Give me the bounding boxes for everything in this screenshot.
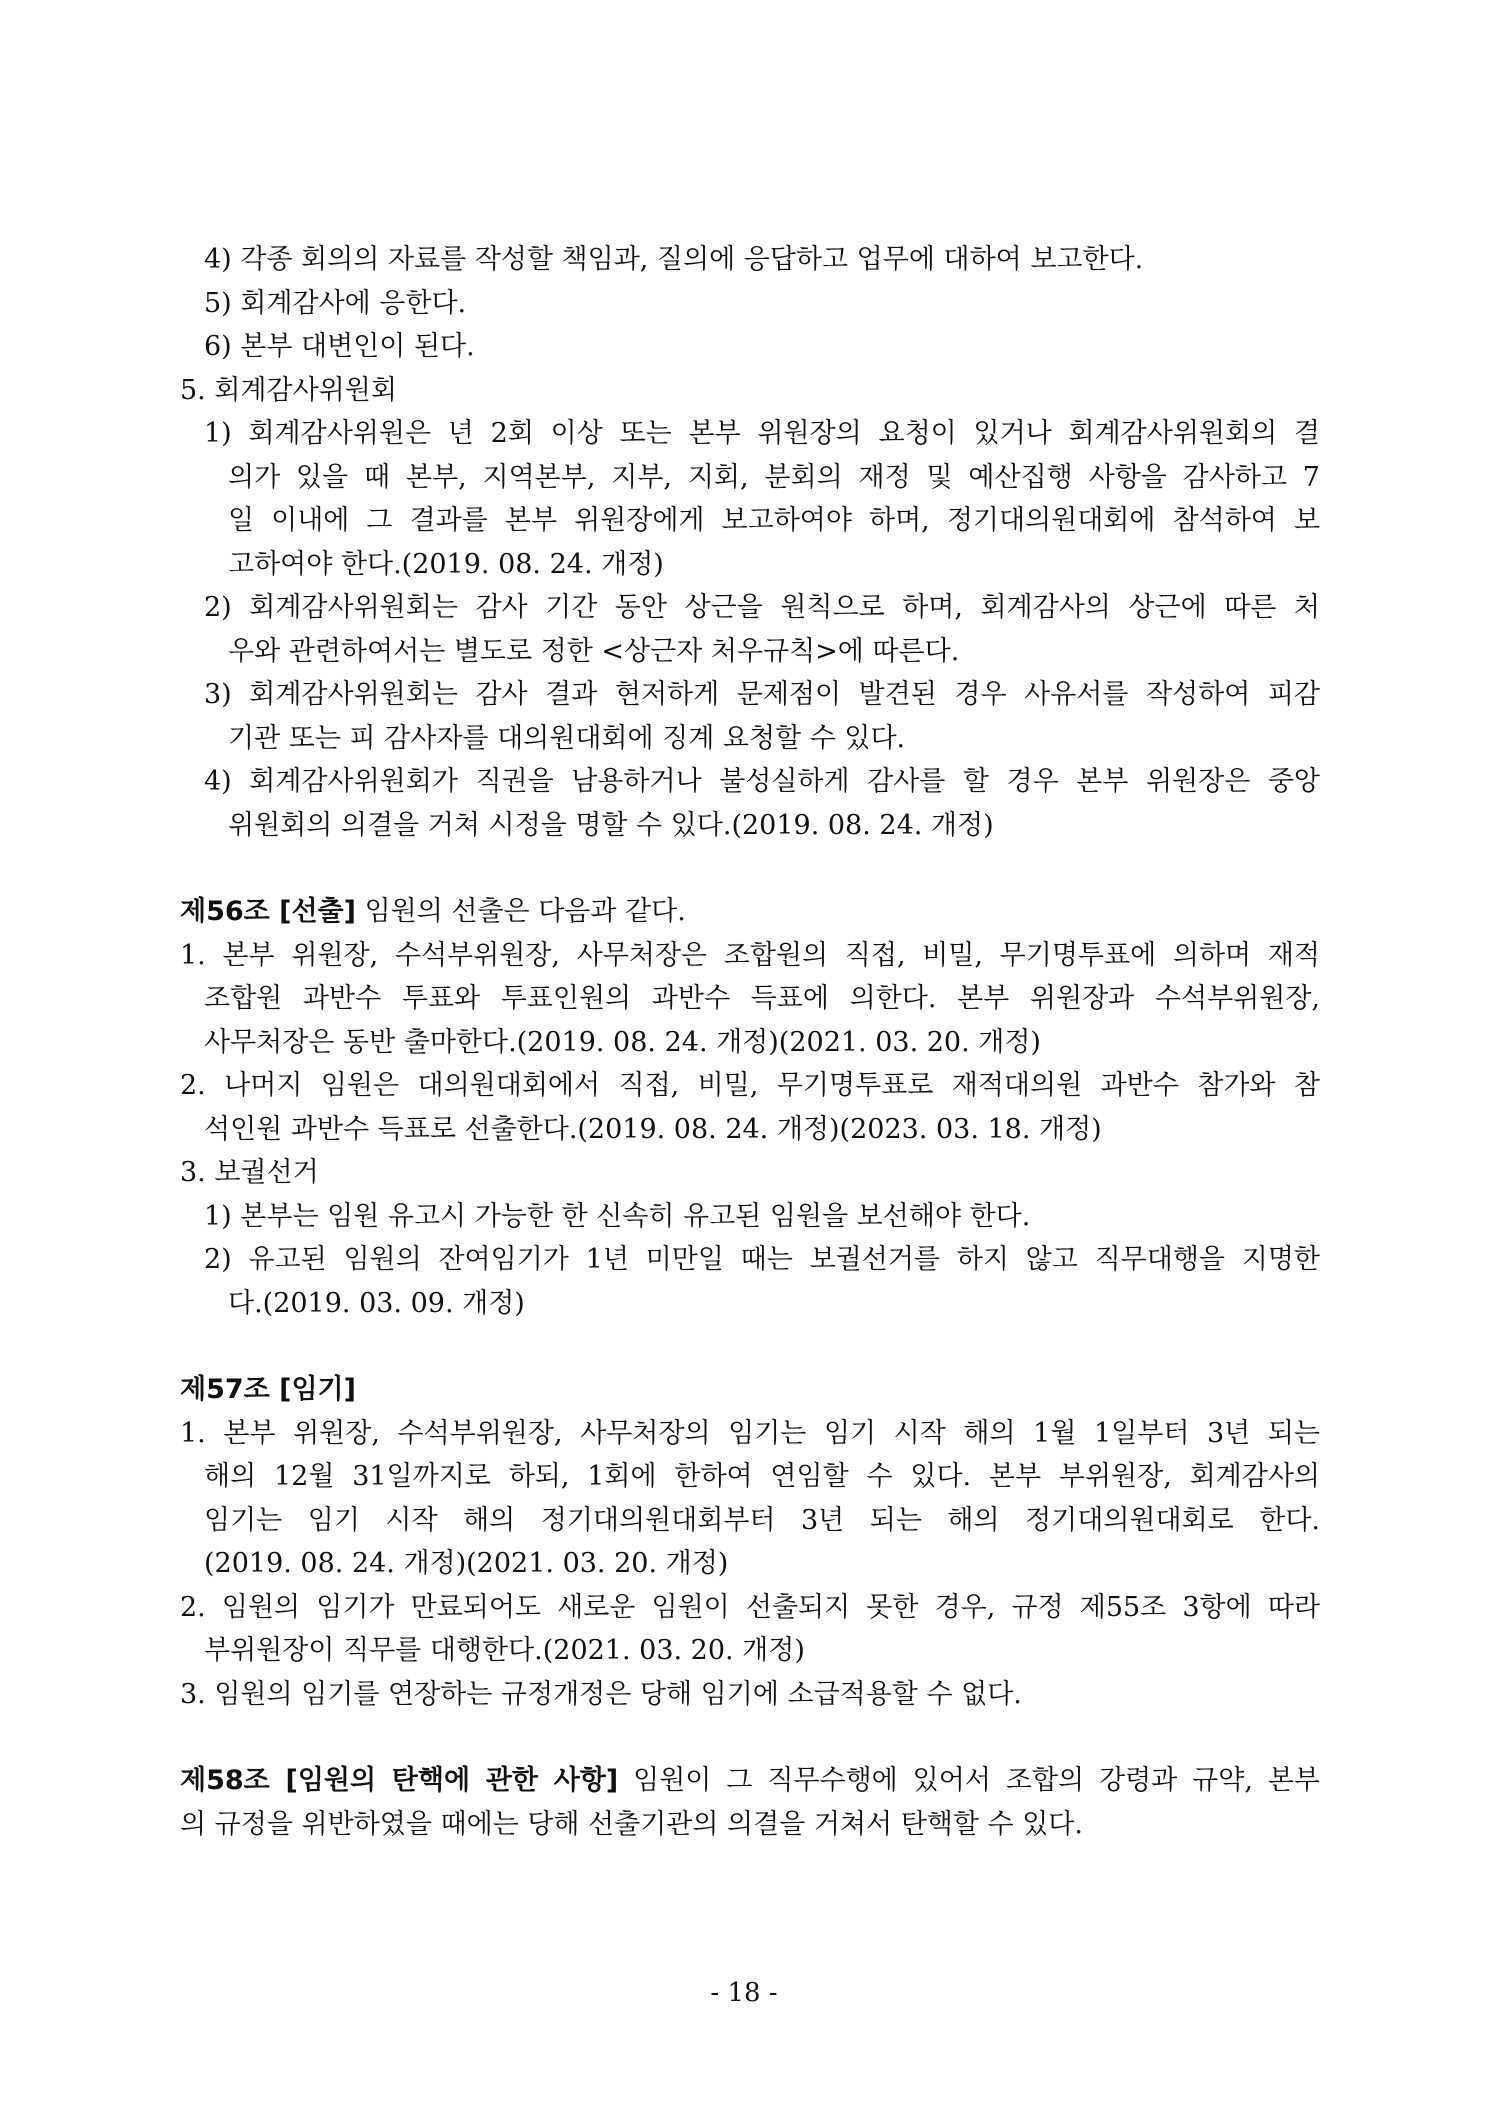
line-text: 5. 회계감사위원회 [180,374,397,406]
text-line [180,1195,1320,1239]
text-line [180,369,1320,413]
text-line [180,760,1320,804]
text-line [180,1803,1320,1847]
text-line [180,1064,1320,1108]
line-text: 사무처장은 동반 출마한다.(2019. 08. 24. 개정)(2021. 03. 20. 개정) [204,1026,1041,1058]
line-text: 의가 있을 때 본부, 지역본부, 지부, 지회, 분회의 재정 및 예산집행 사항을 감사하고 7 [228,461,1320,493]
text-line [180,1629,1320,1673]
line-text: 다.(2019. 03. 09. 개정) [228,1287,525,1319]
text-line [180,238,1320,282]
line-text: 1) 본부는 임원 유고시 가능한 한 신속히 유고된 임원을 보선해야 한다. [204,1200,1031,1232]
text-line [180,717,1320,761]
line-text: 2. 임원의 임기가 만료되어도 새로운 임원이 선출되지 못한 경우, 규정 제55조 3항에 따라 [180,1591,1320,1623]
text-line [180,282,1320,326]
text-line [180,1499,1320,1543]
article-title: 제57조 [임기] [180,1374,356,1405]
text-line [180,1412,1320,1456]
text-line [180,630,1320,674]
line-text: 1. 본부 위원장, 수석부위원장, 사무처장은 조합원의 직접, 비밀, 무기명투표에 의하며 재적 [180,939,1320,971]
line-text: 해의 12월 31일까지로 하되, 1회에 한하여 연임할 수 있다. 본부 부위원장, 회계감사의 [204,1461,1320,1492]
line-text: 우와 관련하여서는 별도로 정한 <상근자 처우규칙>에 따른다. [228,635,960,667]
line-text: 고하여야 한다.(2019. 08. 24. 개정) [228,548,664,580]
line-text: 임원이 그 직무수행에 있어서 조합의 강령과 규약, 본부 [618,1765,1321,1796]
line-text: 3. 임원의 임기를 연장하는 규정개정은 당해 임기에 소급적용할 수 없다. [180,1678,1022,1710]
line-text: 기관 또는 피 감사자를 대의원대회에 징계 요청할 수 있다. [228,722,906,754]
line-text: 조합원 과반수 투표와 투표인원의 과반수 득표에 의한다. 본부 위원장과 수석부위원장, [204,983,1320,1014]
article-heading-line [180,1759,1320,1803]
line-text: 5) 회계감사에 응한다. [204,287,467,319]
text-line [180,1455,1320,1499]
line-text: 2) 유고된 임원의 잔여임기가 1년 미만일 때는 보궐선거를 하지 않고 직무대행을 지명한 [204,1244,1320,1275]
text-line [180,804,1320,848]
article-title: 제56조 [선출] [180,896,356,927]
text-line [180,1021,1320,1065]
text-line [180,1542,1320,1586]
line-text: 위원회의 의결을 거쳐 시정을 명할 수 있다.(2019. 08. 24. 개정) [228,809,994,841]
paragraph-gap [180,1325,1320,1368]
line-text: 1. 본부 위원장, 수석부위원장, 사무처장의 임기는 임기 시작 해의 1월 1일부터 3년 되는 [180,1417,1320,1449]
text-line [180,543,1320,587]
text-line [180,1673,1320,1717]
article-heading-line [180,890,1320,934]
line-text: 6) 본부 대변인이 된다. [204,331,475,362]
article-title: 제58조 [임원의 탄핵에 관한 사항] [180,1765,619,1796]
line-text: 석인원 과반수 득표로 선출한다.(2019. 08. 24. 개정)(2023. 03. 18. 개정) [204,1113,1102,1145]
text-line [180,586,1320,630]
line-text: 부위원장이 직무를 대행한다.(2021. 03. 20. 개정) [204,1635,805,1666]
text-line [180,456,1320,500]
line-text: 의 규정을 위반하였을 때에는 당해 선출기관의 의결을 거쳐서 탄핵할 수 있다. [180,1808,1083,1840]
text-line [180,499,1320,543]
text-line [180,1586,1320,1630]
line-text: 1) 회계감사위원은 년 2회 이상 또는 본부 위원장의 요청이 있거나 회계감사위원회의 결 [204,418,1320,449]
text-line [180,977,1320,1021]
line-text: 일 이내에 그 결과를 본부 위원장에게 보고하여야 하며, 정기대의원대회에 참석하여 보 [228,505,1320,536]
text-line [180,1151,1320,1195]
text-line [180,325,1320,369]
text-line [180,412,1320,456]
line-text: (2019. 08. 24. 개정)(2021. 03. 20. 개정) [204,1548,729,1579]
document-body [180,238,1320,1846]
line-text: 4) 회계감사위원회가 직권을 남용하거나 불성실하게 감사를 할 경우 본부 위원장은 중앙 [204,766,1320,797]
text-line [180,1238,1320,1282]
line-text: 3) 회계감사위원회는 감사 결과 현저하게 문제점이 발견된 경우 사유서를 작성하여 피감 [204,679,1320,710]
paragraph-gap [180,847,1320,890]
text-line [180,1282,1320,1326]
article-heading-line [180,1368,1320,1412]
paragraph-gap [180,1716,1320,1759]
line-text: 임기는 임기 시작 해의 정기대의원대회부터 3년 되는 해의 정기대의원대회로 한다. [204,1504,1320,1536]
line-text: 임원의 선출은 다음과 같다. [355,896,686,927]
line-text: 2. 나머지 임원은 대의원대회에서 직접, 비밀, 무기명투표로 재적대의원 과반수 참가와 참 [180,1070,1320,1101]
text-line [180,934,1320,978]
line-text: 3. 보궐선거 [180,1157,319,1188]
page-number: - 18 - [710,1978,778,2008]
line-text: 4) 각종 회의의 자료를 작성할 책임과, 질의에 응답하고 업무에 대하여 보고한다. [204,244,1144,275]
text-line [180,1108,1320,1152]
line-text: 2) 회계감사위원회는 감사 기간 동안 상근을 원칙으로 하며, 회계감사의 상근에 따른 처 [204,592,1320,623]
text-line [180,673,1320,717]
